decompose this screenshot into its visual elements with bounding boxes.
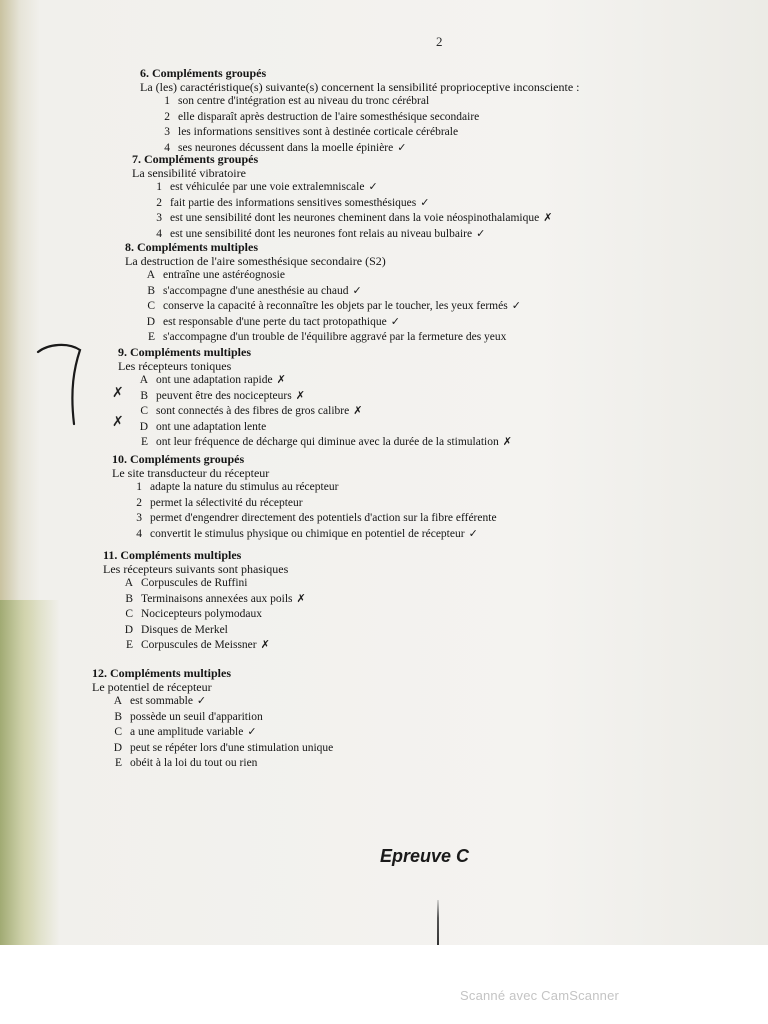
option-text: est une sensibilité dont les neurones font relais au niveau bulbaire	[170, 227, 473, 240]
option-item	[103, 623, 306, 639]
option-key: A	[124, 577, 133, 589]
page-fold-line	[437, 900, 439, 945]
option-text: peut se répéter lors d'une stimulation unique	[130, 741, 334, 754]
option-text: Nocicepteurs polymodaux	[141, 608, 263, 620]
answer-mark: ✓	[468, 527, 478, 540]
option-text: obéit à la loi du tout ou rien	[130, 757, 258, 769]
option-text: son centre d'intégration est au niveau du tronc cérébral	[178, 95, 430, 107]
option-key: D	[113, 741, 122, 754]
left-margin-mark: ✗	[112, 415, 124, 430]
option-item	[112, 480, 501, 496]
option-key: A	[139, 374, 148, 386]
option-item	[118, 389, 512, 405]
option-text: fait partie des informations sensitives somesthésiques	[170, 196, 417, 209]
question-12	[92, 666, 337, 772]
question-stem: Les récepteurs toniques	[118, 359, 232, 373]
answer-mark: ✓	[511, 300, 521, 312]
next-section-title: Epreuve C	[380, 846, 470, 866]
option-item	[140, 94, 580, 110]
option-list	[125, 268, 521, 346]
option-key: C	[147, 300, 155, 312]
page-edge-shadow	[0, 600, 60, 945]
option-item	[140, 125, 580, 141]
option-key: 1	[164, 95, 170, 107]
option-item	[132, 196, 552, 212]
answer-mark: ✓	[420, 196, 430, 209]
option-text: Terminaisons annexées aux poils	[141, 592, 293, 605]
option-key: B	[114, 710, 122, 723]
option-key: 1	[136, 481, 142, 493]
option-key: E	[125, 639, 133, 651]
option-key: E	[140, 436, 148, 448]
question-stem: Le potentiel de récepteur	[92, 680, 212, 694]
option-item	[103, 576, 306, 592]
option-item	[118, 420, 512, 436]
answer-mark: ✓	[368, 181, 378, 193]
option-key: 2	[156, 196, 162, 209]
question-6	[140, 66, 580, 156]
option-key: E	[147, 331, 155, 343]
option-text: adapte la nature du stimulus au récepteur	[150, 481, 339, 493]
option-item	[125, 268, 521, 284]
question-stem: La (les) caractéristique(s) suivante(s) concernent la sensibilité proprioceptive inconsciente :	[140, 80, 580, 94]
option-text: ses neurones décussent dans la moelle épinière	[178, 141, 394, 154]
option-key: 2	[136, 496, 142, 509]
option-item	[112, 511, 501, 527]
option-text: est responsable d'une perte du tact protopathique	[163, 315, 387, 328]
option-key: B	[125, 592, 133, 605]
answer-mark: ✗	[353, 405, 363, 417]
option-list	[92, 694, 337, 772]
option-text: sont connectés à des fibres de gros calibre	[156, 405, 350, 417]
option-item	[118, 373, 512, 389]
option-item	[112, 527, 501, 543]
question-heading: 9. Compléments multiples	[118, 345, 251, 359]
option-key: C	[125, 608, 133, 620]
option-item	[132, 211, 552, 227]
option-text: ont une adaptation rapide	[156, 374, 273, 386]
question-10	[112, 452, 501, 542]
option-key: D	[146, 315, 155, 328]
answer-mark: ✗	[260, 639, 270, 651]
handwritten-score-mark	[34, 338, 86, 428]
option-key: A	[146, 269, 155, 281]
option-text: permet la sélectivité du récepteur	[150, 496, 303, 509]
option-key: A	[113, 695, 122, 707]
option-key: 3	[156, 212, 162, 224]
option-text: Corpuscules de Ruffini	[141, 577, 248, 589]
question-7	[132, 152, 552, 242]
page-number: 2	[436, 34, 443, 49]
option-text: Corpuscules de Meissner	[141, 639, 257, 651]
option-key: 2	[164, 110, 170, 123]
option-key: B	[140, 389, 148, 402]
option-key: D	[124, 623, 133, 636]
option-key: B	[147, 284, 155, 297]
option-text: elle disparaît après destruction de l'aire somesthésique secondaire	[178, 110, 480, 123]
option-text: permet d'engendrer directement des potentiels d'action sur la fibre efférente	[150, 512, 497, 524]
option-item	[92, 710, 337, 726]
option-text: possède un seuil d'apparition	[130, 710, 263, 723]
option-item	[125, 330, 521, 346]
answer-mark: ✓	[397, 141, 407, 154]
option-item	[92, 741, 337, 757]
option-text: convertit le stimulus physique ou chimique en potentiel de récepteur	[150, 527, 465, 540]
scanner-watermark: Scanné avec CamScanner	[460, 988, 620, 1003]
option-key: 3	[164, 126, 170, 138]
answer-mark: ✓	[196, 695, 207, 707]
option-text: ont une adaptation lente	[156, 420, 267, 433]
answer-mark: ✗	[295, 389, 305, 402]
option-item	[132, 180, 552, 196]
option-key: C	[114, 726, 122, 738]
option-item	[103, 638, 306, 654]
option-text: s'accompagne d'une anesthésie au chaud	[163, 284, 349, 297]
option-text: est véhiculée par une voie extralemniscale	[170, 181, 365, 193]
option-item	[125, 299, 521, 315]
option-item	[103, 607, 306, 623]
option-item	[125, 315, 521, 331]
option-item	[118, 404, 512, 420]
answer-mark: ✓	[352, 284, 362, 297]
option-list	[140, 94, 580, 156]
option-item	[92, 694, 337, 710]
question-heading: 8. Compléments multiples	[125, 240, 258, 254]
option-text: s'accompagne d'un trouble de l'équilibre aggravé par la fermeture des yeux	[163, 331, 507, 343]
option-key: 3	[136, 512, 142, 524]
left-margin-mark: ✗	[112, 386, 124, 401]
question-stem: La destruction de l'aire somesthésique secondaire (S2)	[125, 254, 386, 268]
option-text: Disques de Merkel	[141, 623, 228, 636]
option-key: 1	[156, 181, 162, 193]
option-list	[132, 180, 552, 242]
question-heading: 7. Compléments groupés	[132, 152, 259, 166]
option-text: a une amplitude variable	[130, 726, 244, 738]
option-list	[112, 480, 501, 542]
option-list	[118, 373, 512, 451]
option-text: les informations sensitives sont à destinée corticale cérébrale	[178, 126, 459, 138]
answer-mark: ✗	[543, 212, 553, 224]
option-item	[125, 284, 521, 300]
question-9	[118, 345, 512, 451]
option-text: entraîne une astéréognosie	[163, 269, 285, 281]
question-stem: La sensibilité vibratoire	[132, 166, 246, 180]
option-text: est sommable	[130, 695, 193, 707]
answer-mark: ✓	[390, 315, 400, 328]
option-key: C	[140, 405, 148, 417]
question-heading: 6. Compléments groupés	[140, 66, 267, 80]
option-text: conserve la capacité à reconnaître les objets par le toucher, les yeux fermés	[163, 300, 508, 312]
option-text: ont leur fréquence de décharge qui diminue avec la durée de la stimulation	[156, 436, 499, 448]
option-key: 4	[136, 527, 142, 540]
question-stem: Les récepteurs suivants sont phasiques	[103, 562, 289, 576]
answer-mark: ✗	[276, 374, 286, 386]
question-8	[125, 240, 521, 346]
option-item	[140, 110, 580, 126]
option-key: E	[114, 757, 122, 769]
question-heading: 12. Compléments multiples	[92, 666, 231, 680]
option-key: 4	[156, 227, 162, 240]
option-key: 4	[164, 141, 170, 154]
question-heading: 10. Compléments groupés	[112, 452, 245, 466]
option-list	[103, 576, 306, 654]
question-heading: 11. Compléments multiples	[103, 548, 242, 562]
option-key: D	[139, 420, 148, 433]
option-item	[112, 496, 501, 512]
option-item	[92, 725, 337, 741]
answer-mark: ✓	[247, 726, 257, 738]
answer-mark: ✓	[476, 227, 486, 240]
option-text: peuvent être des nocicepteurs	[156, 389, 292, 402]
option-item	[118, 435, 512, 451]
question-stem: Le site transducteur du récepteur	[112, 466, 270, 480]
answer-mark: ✗	[296, 592, 306, 605]
question-11	[103, 548, 306, 654]
option-text: est une sensibilité dont les neurones cheminent dans la voie néospinothalamique	[170, 212, 540, 224]
option-item	[92, 756, 337, 772]
option-item	[103, 592, 306, 608]
answer-mark: ✗	[502, 436, 512, 448]
